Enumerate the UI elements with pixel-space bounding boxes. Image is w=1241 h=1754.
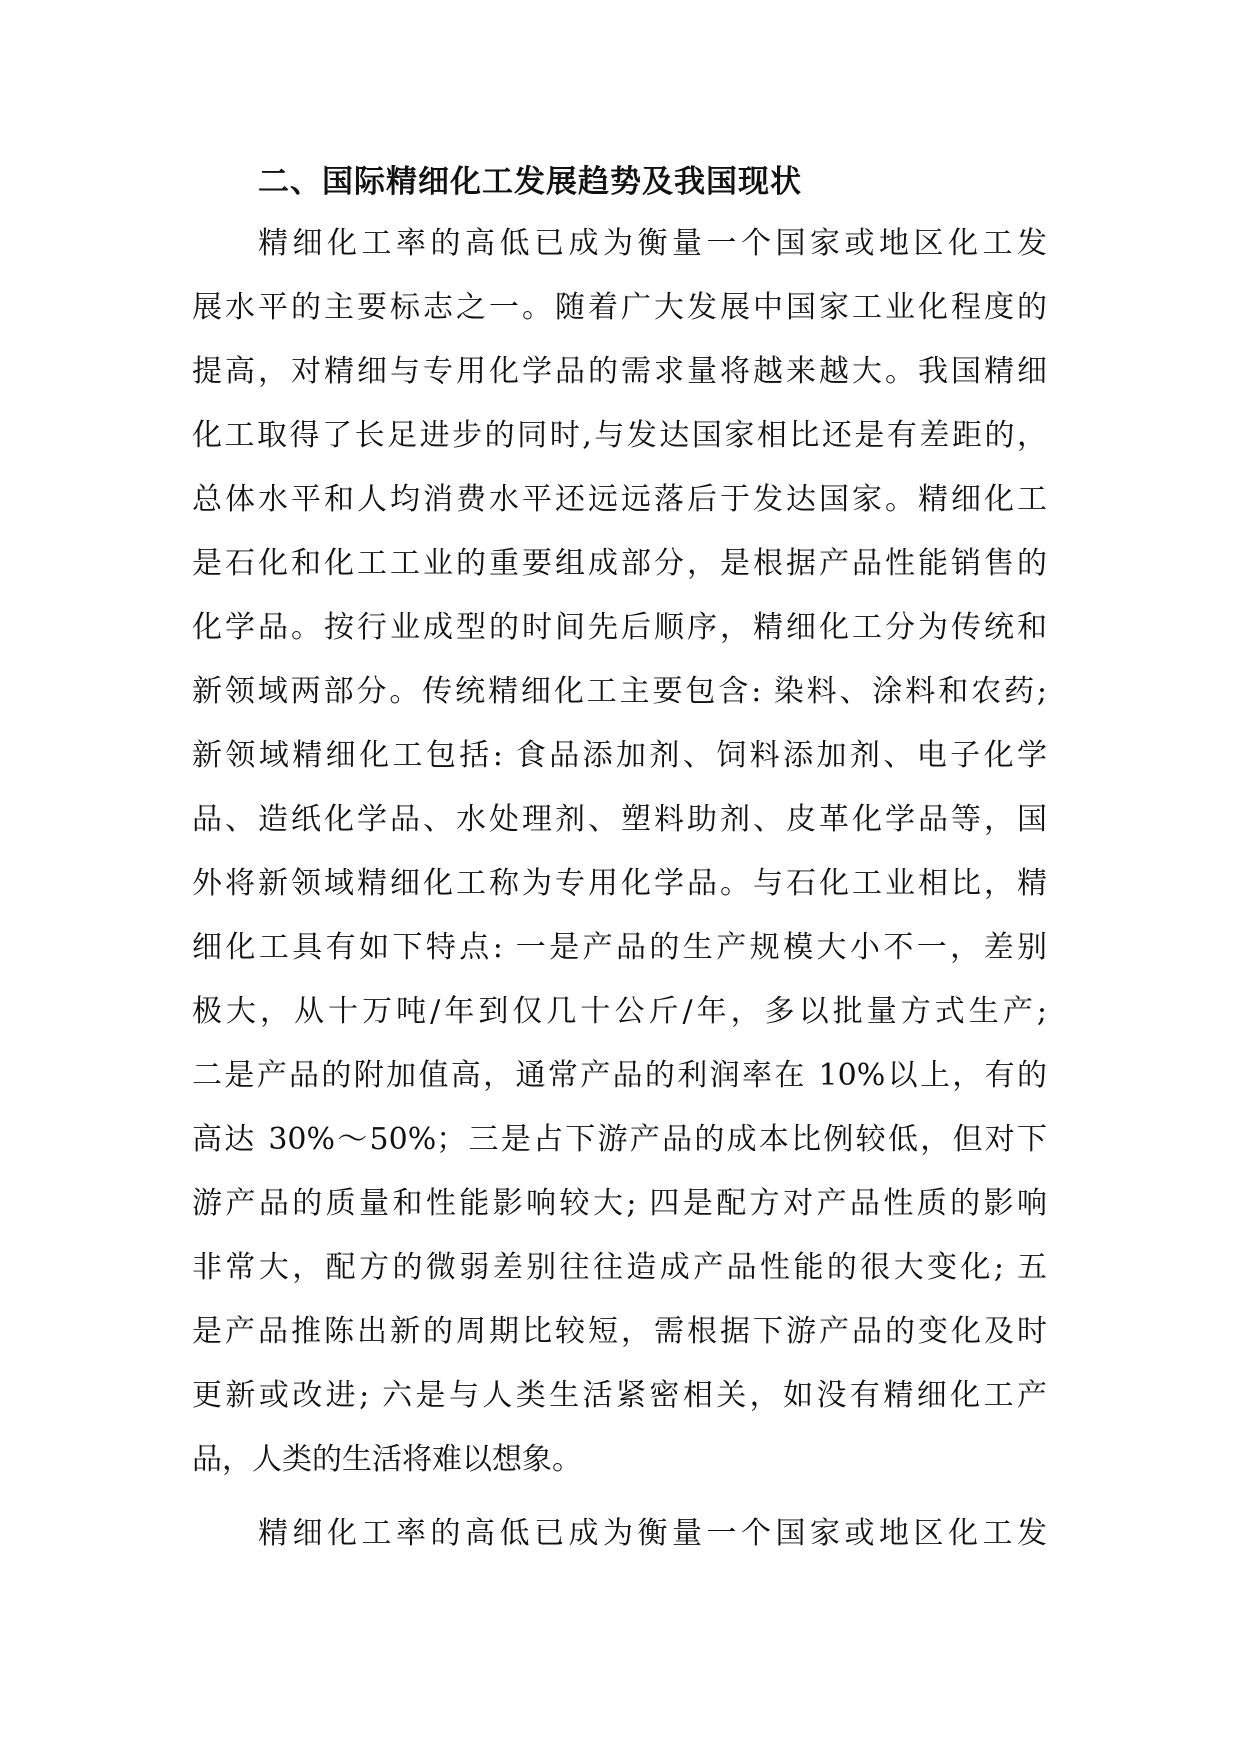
paragraph-1-line: 细化工具有如下特点: 一是产品的生产规模大小不一，差别 xyxy=(192,930,1047,965)
paragraph-1-line: 化学品。按行业成型的时间先后顺序，精细化工分为传统和 xyxy=(192,610,1047,645)
paragraph-1-line: 总体水平和人均消费水平还远远落后于发达国家。精细化工 xyxy=(192,482,1047,517)
paragraph-1-line: 外将新领域精细化工称为专用化学品。与石化工业相比，精 xyxy=(192,866,1047,901)
paragraph-1-line: 精细化工率的高低已成为衡量一个国家或地区化工发 xyxy=(258,226,1047,261)
paragraph-1-line: 化工取得了长足进步的同时,与发达国家相比还是有差距的， xyxy=(192,418,1047,453)
paragraph-1-line: 游产品的质量和性能影响较大; 四是配方对产品性质的影响 xyxy=(192,1186,1047,1221)
paragraph-2-line: 精细化工率的高低已成为衡量一个国家或地区化工发 xyxy=(258,1516,1047,1551)
paragraph-1-line: 展水平的主要标志之一。随着广大发展中国家工业化程度的 xyxy=(192,290,1047,325)
paragraph-1-line: 品、造纸化学品、水处理剂、塑料助剂、皮革化学品等，国 xyxy=(192,802,1047,837)
paragraph-1-line: 品，人类的生活将难以想象。 xyxy=(192,1442,582,1477)
paragraph-1-line: 新领域精细化工包括: 食品添加剂、饲料添加剂、电子化学 xyxy=(192,738,1047,773)
paragraph-1-line: 高达 30%～50%；三是占下游产品的成本比例较低，但对下 xyxy=(192,1122,1047,1157)
paragraph-1-line: 极大，从十万吨/年到仅几十公斤/年，多以批量方式生产; xyxy=(192,994,1047,1029)
paragraph-1-line: 是石化和化工工业的重要组成部分，是根据产品性能销售的 xyxy=(192,546,1047,581)
paragraph-1-line: 非常大，配方的微弱差别往往造成产品性能的很大变化; 五 xyxy=(192,1250,1047,1285)
paragraph-1-line: 新领域两部分。传统精细化工主要包含: 染料、涂料和农药; xyxy=(192,674,1047,709)
paragraph-1-line: 更新或改进; 六是与人类生活紧密相关，如没有精细化工产 xyxy=(192,1378,1047,1413)
paragraph-1-line: 二是产品的附加值高，通常产品的利润率在 10%以上，有的 xyxy=(192,1058,1047,1093)
paragraph-1-line: 是产品推陈出新的周期比较短，需根据下游产品的变化及时 xyxy=(192,1314,1047,1349)
section-heading: 二、国际精细化工发展趋势及我国现状 xyxy=(258,164,802,200)
paragraph-1-line: 提高，对精细与专用化学品的需求量将越来越大。我国精细 xyxy=(192,354,1047,389)
